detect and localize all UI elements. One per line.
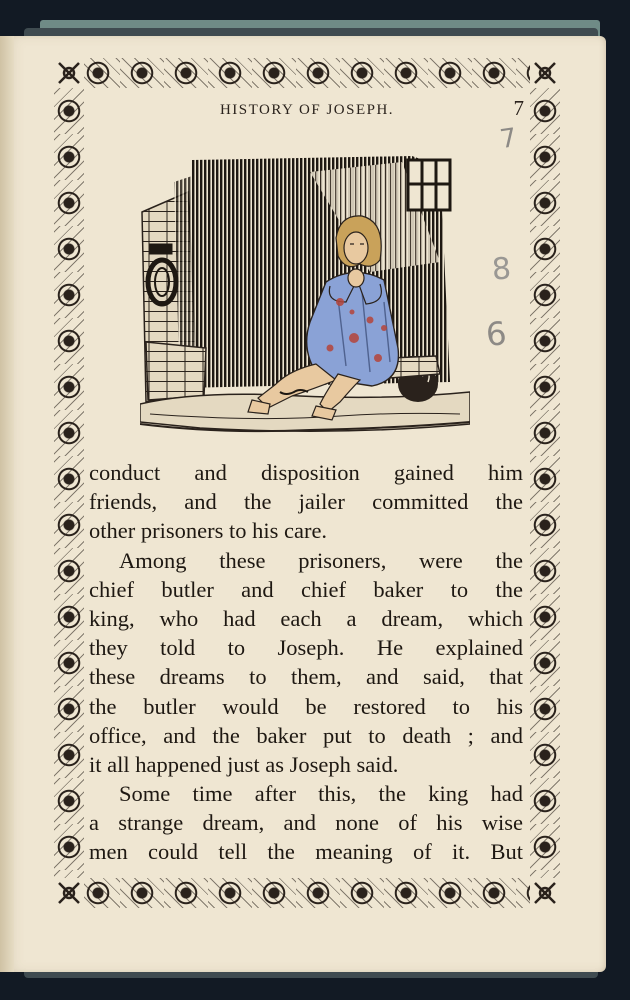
text-line: chief butler and chief baker to the [89, 576, 523, 602]
text-line: it all happened just as Joseph said. [89, 751, 399, 777]
woodcut-illustration [140, 152, 470, 436]
border-right [530, 88, 560, 878]
text-line: friends, and the jailer committed the [89, 489, 523, 515]
page-gutter [0, 36, 14, 972]
text-line: king, who had each a dream, which [89, 605, 523, 631]
border-corner-icon [54, 58, 84, 88]
text-line: the butler would be restored to his [89, 693, 523, 719]
border-bottom [54, 878, 560, 908]
text-line: a strange dream, and none of his wise [89, 810, 523, 836]
text-line: these dreams to them, and said, that [89, 664, 523, 690]
text-line: office, and the baker put to death ; and [89, 722, 523, 748]
pencil-annotation: 7 [497, 122, 519, 156]
text-line: Some time after this, the king had [119, 781, 523, 807]
text-line: conduct and disposition gained him [89, 460, 523, 485]
text-line: other prisoners to his care. [89, 518, 328, 544]
text-line: men could tell the meaning of it. But [89, 839, 523, 865]
running-head [84, 96, 530, 122]
pencil-annotation: 8 [490, 251, 513, 288]
prisoner-cell-image [140, 152, 470, 436]
page-number: 7 [513, 96, 524, 120]
border-corner-icon [54, 878, 84, 908]
running-title: HISTORY OF JOSEPH. [219, 102, 395, 118]
body-text [89, 458, 523, 867]
window-bars [408, 160, 450, 210]
border-left [54, 88, 84, 878]
text-line: Among these prisoners, were the [119, 547, 523, 573]
text-line: they told to Joseph. He explained [89, 635, 523, 661]
pencil-annotation: 6 [484, 314, 509, 354]
border-corner-icon [530, 878, 560, 908]
border-corner-icon [530, 58, 560, 88]
border-top [54, 58, 560, 88]
